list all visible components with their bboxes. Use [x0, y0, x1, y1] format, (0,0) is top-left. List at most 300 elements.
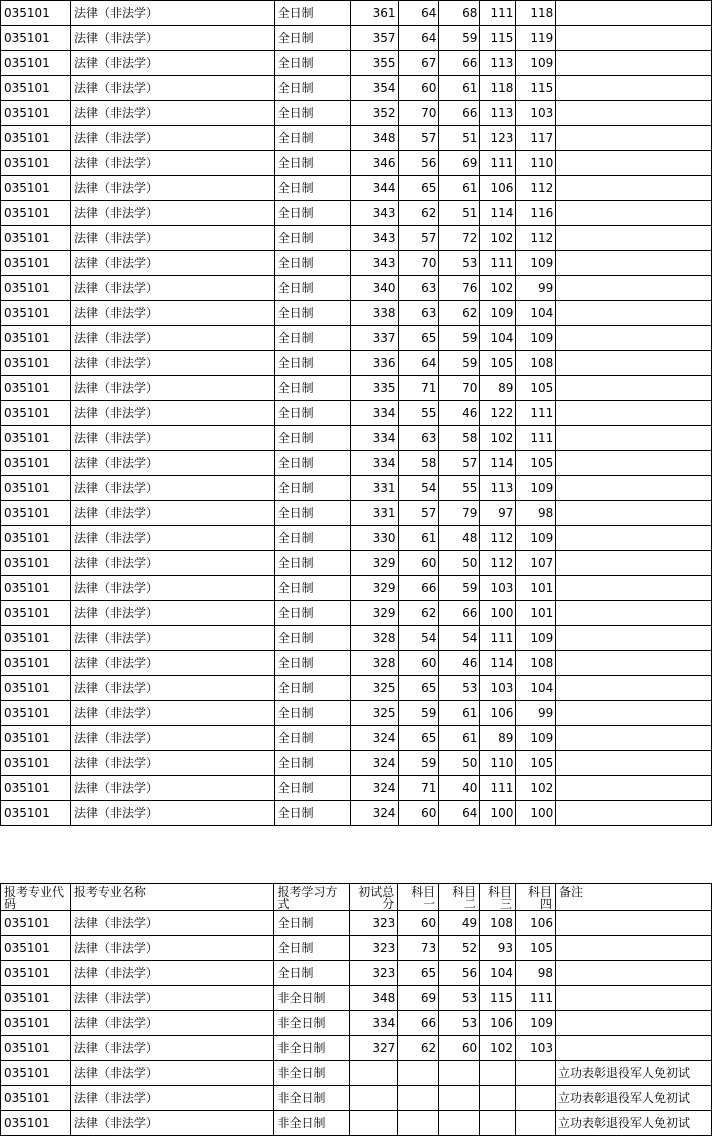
cell-major-code: 035101 — [1, 776, 71, 801]
table-row — [1, 201, 712, 226]
table-row — [1, 101, 712, 126]
cell-remarks: 立功表彰退役军人免初试 — [556, 1061, 712, 1086]
cell-remarks — [556, 651, 712, 676]
cell-total-score: 324 — [350, 726, 398, 751]
cell-remarks — [556, 126, 712, 151]
cell-subject-2: 64 — [439, 801, 480, 826]
cell-study-mode: 全日制 — [274, 226, 350, 251]
cell-major-code: 035101 — [1, 76, 71, 101]
cell-subject-2: 61 — [439, 176, 480, 201]
cell-subject-4: 98 — [516, 961, 556, 986]
cell-total-score: 357 — [350, 26, 398, 51]
cell-subject-1: 62 — [398, 201, 439, 226]
cell-subject-4: 101 — [516, 576, 556, 601]
cell-total-score: 343 — [350, 251, 398, 276]
cell-total-score: 361 — [350, 1, 398, 26]
cell-subject-3: 111 — [480, 626, 516, 651]
cell-remarks: 立功表彰退役军人免初试 — [556, 1086, 712, 1111]
cell-major-name: 法律（非法学） — [70, 726, 274, 751]
cell-total-score: 352 — [350, 101, 398, 126]
cell-major-code: 035101 — [1, 401, 71, 426]
table-row — [1, 276, 712, 301]
cell-subject-4: 106 — [516, 911, 556, 936]
cell-subject-3 — [480, 1111, 516, 1136]
cell-study-mode: 全日制 — [274, 351, 350, 376]
cell-total-score: 348 — [350, 126, 398, 151]
cell-subject-2: 59 — [439, 576, 480, 601]
cell-remarks — [556, 576, 712, 601]
cell-subject-3 — [480, 1086, 516, 1111]
cell-subject-1: 62 — [398, 1036, 439, 1061]
cell-subject-3: 115 — [480, 26, 516, 51]
cell-major-code: 035101 — [1, 451, 71, 476]
cell-subject-3: 97 — [480, 501, 516, 526]
cell-study-mode: 全日制 — [274, 251, 350, 276]
cell-total-score: 343 — [350, 226, 398, 251]
cell-total-score: 354 — [350, 76, 398, 101]
cell-major-name: 法律（非法学） — [70, 26, 274, 51]
table-row — [1, 676, 712, 701]
cell-major-name: 法律（非法学） — [70, 986, 274, 1011]
cell-subject-4: 105 — [516, 936, 556, 961]
cell-major-code: 035101 — [1, 576, 71, 601]
table-row — [1, 176, 712, 201]
cell-major-code: 035101 — [1, 961, 71, 986]
table-row — [1, 651, 712, 676]
cell-total-score: 329 — [350, 576, 398, 601]
cell-subject-4: 109 — [516, 326, 556, 351]
cell-remarks — [556, 401, 712, 426]
cell-subject-3: 102 — [480, 426, 516, 451]
cell-subject-1: 61 — [398, 526, 439, 551]
table-body — [1, 1, 712, 826]
table-row — [1, 376, 712, 401]
cell-remarks — [556, 426, 712, 451]
cell-total-score: 329 — [350, 551, 398, 576]
cell-major-code: 035101 — [1, 551, 71, 576]
cell-subject-4: 103 — [516, 101, 556, 126]
cell-subject-2 — [439, 1111, 480, 1136]
cell-subject-1: 65 — [398, 726, 439, 751]
cell-major-name: 法律（非法学） — [70, 776, 274, 801]
cell-subject-4: 119 — [516, 26, 556, 51]
cell-subject-2: 50 — [439, 751, 480, 776]
table-row — [1, 776, 712, 801]
cell-subject-2: 51 — [439, 201, 480, 226]
cell-remarks — [556, 251, 712, 276]
cell-total-score: 355 — [350, 51, 398, 76]
cell-subject-4: 109 — [516, 626, 556, 651]
cell-major-name: 法律（非法学） — [70, 1, 274, 26]
header-subject-2: 科目二 — [439, 884, 480, 911]
cell-subject-2 — [439, 1086, 480, 1111]
cell-major-code: 035101 — [1, 201, 71, 226]
cell-major-code: 035101 — [1, 1061, 71, 1086]
cell-subject-2: 61 — [439, 726, 480, 751]
cell-remarks: 立功表彰退役军人免初试 — [556, 1111, 712, 1136]
cell-subject-1: 66 — [398, 576, 439, 601]
table-row — [1, 426, 712, 451]
cell-total-score: 348 — [350, 986, 398, 1011]
cell-study-mode: 非全日制 — [274, 986, 350, 1011]
cell-subject-3: 93 — [480, 936, 516, 961]
cell-subject-2: 48 — [439, 526, 480, 551]
cell-remarks — [556, 911, 712, 936]
cell-subject-2: 59 — [439, 326, 480, 351]
cell-subject-2: 60 — [439, 1036, 480, 1061]
cell-subject-3: 113 — [480, 101, 516, 126]
cell-subject-1: 63 — [398, 426, 439, 451]
admission-score-table-bottom — [0, 883, 712, 1136]
cell-subject-4: 115 — [516, 76, 556, 101]
cell-subject-1: 65 — [398, 961, 439, 986]
cell-major-name: 法律（非法学） — [70, 526, 274, 551]
cell-subject-4: 107 — [516, 551, 556, 576]
cell-major-name: 法律（非法学） — [70, 1061, 274, 1086]
cell-major-name: 法律（非法学） — [70, 201, 274, 226]
cell-major-name: 法律（非法学） — [70, 51, 274, 76]
cell-total-score: 325 — [350, 701, 398, 726]
table-row — [1, 911, 712, 936]
cell-total-score: 336 — [350, 351, 398, 376]
cell-major-name: 法律（非法学） — [70, 401, 274, 426]
cell-major-name: 法律（非法学） — [70, 751, 274, 776]
header-subject-4: 科目四 — [516, 884, 556, 911]
table-row — [1, 226, 712, 251]
cell-major-name: 法律（非法学） — [70, 1086, 274, 1111]
cell-subject-4: 104 — [516, 676, 556, 701]
cell-remarks — [556, 726, 712, 751]
cell-total-score: 334 — [350, 1011, 398, 1036]
cell-subject-4: 118 — [516, 1, 556, 26]
cell-remarks — [556, 776, 712, 801]
cell-major-name: 法律（非法学） — [70, 601, 274, 626]
cell-study-mode: 全日制 — [274, 651, 350, 676]
cell-subject-2: 66 — [439, 101, 480, 126]
cell-remarks — [556, 801, 712, 826]
cell-subject-1: 54 — [398, 476, 439, 501]
cell-total-score: 334 — [350, 451, 398, 476]
header-major-code: 报考专业代码 — [1, 884, 71, 911]
cell-major-code: 035101 — [1, 936, 71, 961]
table-row — [1, 51, 712, 76]
cell-subject-3: 114 — [480, 451, 516, 476]
cell-major-name: 法律（非法学） — [70, 551, 274, 576]
cell-subject-1: 58 — [398, 451, 439, 476]
cell-remarks — [556, 936, 712, 961]
table-row — [1, 726, 712, 751]
cell-remarks — [556, 76, 712, 101]
cell-major-name: 法律（非法学） — [70, 936, 274, 961]
table-row — [1, 401, 712, 426]
cell-major-name: 法律（非法学） — [70, 701, 274, 726]
cell-subject-4: 111 — [516, 986, 556, 1011]
table-row — [1, 601, 712, 626]
cell-subject-3: 104 — [480, 961, 516, 986]
cell-subject-1: 60 — [398, 76, 439, 101]
cell-major-code: 035101 — [1, 726, 71, 751]
cell-remarks — [556, 51, 712, 76]
cell-major-code: 035101 — [1, 1036, 71, 1061]
cell-subject-4: 99 — [516, 276, 556, 301]
cell-study-mode: 全日制 — [274, 501, 350, 526]
cell-major-name: 法律（非法学） — [70, 451, 274, 476]
cell-subject-2: 61 — [439, 701, 480, 726]
cell-major-code: 035101 — [1, 51, 71, 76]
cell-major-code: 035101 — [1, 426, 71, 451]
cell-major-code: 035101 — [1, 701, 71, 726]
cell-subject-2: 72 — [439, 226, 480, 251]
cell-subject-2: 70 — [439, 376, 480, 401]
cell-subject-1: 70 — [398, 251, 439, 276]
cell-subject-3: 103 — [480, 576, 516, 601]
table-body — [1, 911, 712, 1136]
cell-major-name: 法律（非法学） — [70, 176, 274, 201]
cell-subject-4: 116 — [516, 201, 556, 226]
table-row — [1, 251, 712, 276]
cell-subject-1: 60 — [398, 911, 439, 936]
cell-subject-1 — [398, 1111, 439, 1136]
cell-study-mode: 非全日制 — [274, 1111, 350, 1136]
cell-major-name: 法律（非法学） — [70, 576, 274, 601]
table-row — [1, 126, 712, 151]
cell-subject-4: 112 — [516, 226, 556, 251]
cell-subject-3: 102 — [480, 226, 516, 251]
cell-subject-3: 111 — [480, 776, 516, 801]
cell-major-name: 法律（非法学） — [70, 676, 274, 701]
cell-subject-4: 111 — [516, 426, 556, 451]
table-gap — [0, 858, 712, 883]
cell-subject-3: 112 — [480, 526, 516, 551]
cell-subject-3: 100 — [480, 601, 516, 626]
cell-major-code: 035101 — [1, 651, 71, 676]
cell-remarks — [556, 476, 712, 501]
cell-subject-4: 109 — [516, 51, 556, 76]
cell-major-code: 035101 — [1, 151, 71, 176]
cell-subject-1: 64 — [398, 351, 439, 376]
cell-subject-4 — [516, 1111, 556, 1136]
cell-major-code: 035101 — [1, 1011, 71, 1036]
cell-study-mode: 全日制 — [274, 601, 350, 626]
cell-subject-3: 106 — [480, 176, 516, 201]
cell-subject-4: 105 — [516, 376, 556, 401]
cell-study-mode: 全日制 — [274, 26, 350, 51]
cell-total-score — [350, 1086, 398, 1111]
header-major-name: 报考专业名称 — [70, 884, 274, 911]
cell-subject-3: 111 — [480, 251, 516, 276]
cell-subject-3: 118 — [480, 76, 516, 101]
cell-major-name: 法律（非法学） — [70, 426, 274, 451]
cell-total-score: 324 — [350, 776, 398, 801]
cell-subject-3: 113 — [480, 51, 516, 76]
cell-study-mode: 全日制 — [274, 326, 350, 351]
cell-study-mode: 全日制 — [274, 476, 350, 501]
cell-remarks — [556, 176, 712, 201]
cell-subject-1: 73 — [398, 936, 439, 961]
cell-total-score: 346 — [350, 151, 398, 176]
cell-study-mode: 全日制 — [274, 76, 350, 101]
cell-major-name: 法律（非法学） — [70, 1011, 274, 1036]
cell-remarks — [556, 751, 712, 776]
cell-subject-1 — [398, 1086, 439, 1111]
table-row — [1, 576, 712, 601]
table-row — [1, 526, 712, 551]
cell-study-mode: 全日制 — [274, 526, 350, 551]
cell-subject-1: 59 — [398, 751, 439, 776]
cell-major-name: 法律（非法学） — [70, 376, 274, 401]
cell-subject-2: 50 — [439, 551, 480, 576]
cell-total-score: 344 — [350, 176, 398, 201]
cell-study-mode: 全日制 — [274, 301, 350, 326]
cell-major-code: 035101 — [1, 276, 71, 301]
cell-major-code: 035101 — [1, 601, 71, 626]
cell-remarks — [556, 1036, 712, 1061]
cell-major-name: 法律（非法学） — [70, 76, 274, 101]
table-row — [1, 1011, 712, 1036]
cell-subject-2: 53 — [439, 676, 480, 701]
cell-subject-4: 109 — [516, 726, 556, 751]
cell-remarks — [556, 551, 712, 576]
cell-subject-3: 105 — [480, 351, 516, 376]
cell-major-name: 法律（非法学） — [70, 276, 274, 301]
cell-major-code: 035101 — [1, 326, 71, 351]
table-row — [1, 961, 712, 986]
cell-total-score: 331 — [350, 501, 398, 526]
cell-major-name: 法律（非法学） — [70, 801, 274, 826]
cell-subject-1: 57 — [398, 226, 439, 251]
cell-remarks — [556, 1011, 712, 1036]
cell-subject-4: 108 — [516, 651, 556, 676]
cell-major-code: 035101 — [1, 911, 71, 936]
cell-major-code: 035101 — [1, 626, 71, 651]
cell-remarks — [556, 26, 712, 51]
header-total-score: 初试总分 — [350, 884, 398, 911]
cell-subject-3: 109 — [480, 301, 516, 326]
cell-subject-2: 46 — [439, 651, 480, 676]
cell-subject-3: 103 — [480, 676, 516, 701]
cell-major-code: 035101 — [1, 751, 71, 776]
cell-subject-1: 71 — [398, 376, 439, 401]
cell-study-mode: 全日制 — [274, 1, 350, 26]
cell-major-code: 035101 — [1, 1086, 71, 1111]
cell-study-mode: 非全日制 — [274, 1036, 350, 1061]
cell-subject-1: 70 — [398, 101, 439, 126]
cell-study-mode: 全日制 — [274, 576, 350, 601]
cell-major-code: 035101 — [1, 526, 71, 551]
cell-subject-4: 109 — [516, 476, 556, 501]
cell-remarks — [556, 676, 712, 701]
cell-study-mode: 全日制 — [274, 101, 350, 126]
cell-subject-4: 112 — [516, 176, 556, 201]
cell-major-name: 法律（非法学） — [70, 501, 274, 526]
cell-remarks — [556, 626, 712, 651]
cell-subject-4: 101 — [516, 601, 556, 626]
cell-subject-4: 99 — [516, 701, 556, 726]
cell-subject-1: 71 — [398, 776, 439, 801]
cell-study-mode: 全日制 — [274, 751, 350, 776]
cell-subject-1: 60 — [398, 551, 439, 576]
cell-remarks — [556, 301, 712, 326]
cell-study-mode: 全日制 — [274, 801, 350, 826]
cell-major-name: 法律（非法学） — [70, 1036, 274, 1061]
cell-study-mode: 全日制 — [274, 151, 350, 176]
table-row — [1, 751, 712, 776]
cell-study-mode: 全日制 — [274, 126, 350, 151]
cell-remarks — [556, 701, 712, 726]
cell-total-score: 327 — [350, 1036, 398, 1061]
cell-total-score: 343 — [350, 201, 398, 226]
table-row — [1, 351, 712, 376]
cell-subject-1: 60 — [398, 651, 439, 676]
cell-subject-1: 60 — [398, 801, 439, 826]
table-row — [1, 701, 712, 726]
table-row — [1, 501, 712, 526]
cell-study-mode: 全日制 — [274, 426, 350, 451]
cell-remarks — [556, 526, 712, 551]
cell-subject-1: 59 — [398, 701, 439, 726]
cell-subject-1: 69 — [398, 986, 439, 1011]
cell-total-score: 328 — [350, 626, 398, 651]
cell-total-score: 324 — [350, 751, 398, 776]
cell-subject-2: 61 — [439, 76, 480, 101]
cell-study-mode: 全日制 — [274, 626, 350, 651]
cell-major-code: 035101 — [1, 101, 71, 126]
cell-study-mode: 非全日制 — [274, 1061, 350, 1086]
cell-subject-3: 104 — [480, 326, 516, 351]
cell-subject-4: 109 — [516, 526, 556, 551]
cell-subject-3: 89 — [480, 726, 516, 751]
cell-total-score: 328 — [350, 651, 398, 676]
cell-subject-2: 66 — [439, 601, 480, 626]
cell-remarks — [556, 451, 712, 476]
cell-subject-4: 104 — [516, 301, 556, 326]
cell-subject-3: 106 — [480, 701, 516, 726]
cell-subject-2: 58 — [439, 426, 480, 451]
cell-subject-2: 49 — [439, 911, 480, 936]
cell-major-code: 035101 — [1, 301, 71, 326]
cell-remarks — [556, 1, 712, 26]
cell-major-code: 035101 — [1, 1111, 71, 1136]
cell-subject-3: 110 — [480, 751, 516, 776]
cell-total-score: 325 — [350, 676, 398, 701]
cell-subject-1: 65 — [398, 676, 439, 701]
cell-major-code: 035101 — [1, 676, 71, 701]
cell-total-score: 329 — [350, 601, 398, 626]
cell-study-mode: 全日制 — [274, 51, 350, 76]
cell-subject-4: 98 — [516, 501, 556, 526]
cell-major-name: 法律（非法学） — [70, 151, 274, 176]
cell-total-score: 330 — [350, 526, 398, 551]
cell-subject-4: 105 — [516, 451, 556, 476]
cell-major-name: 法律（非法学） — [70, 126, 274, 151]
cell-total-score: 334 — [350, 401, 398, 426]
cell-subject-3: 122 — [480, 401, 516, 426]
cell-subject-2: 46 — [439, 401, 480, 426]
cell-subject-3: 123 — [480, 126, 516, 151]
cell-major-code: 035101 — [1, 226, 71, 251]
cell-major-name: 法律（非法学） — [70, 226, 274, 251]
cell-major-code: 035101 — [1, 251, 71, 276]
cell-subject-1: 62 — [398, 601, 439, 626]
cell-study-mode: 全日制 — [274, 401, 350, 426]
cell-major-name: 法律（非法学） — [70, 1111, 274, 1136]
cell-subject-1: 54 — [398, 626, 439, 651]
cell-subject-3: 114 — [480, 201, 516, 226]
cell-subject-2: 79 — [439, 501, 480, 526]
header-subject-3: 科目三 — [480, 884, 516, 911]
cell-subject-3: 106 — [480, 1011, 516, 1036]
cell-major-code: 035101 — [1, 351, 71, 376]
